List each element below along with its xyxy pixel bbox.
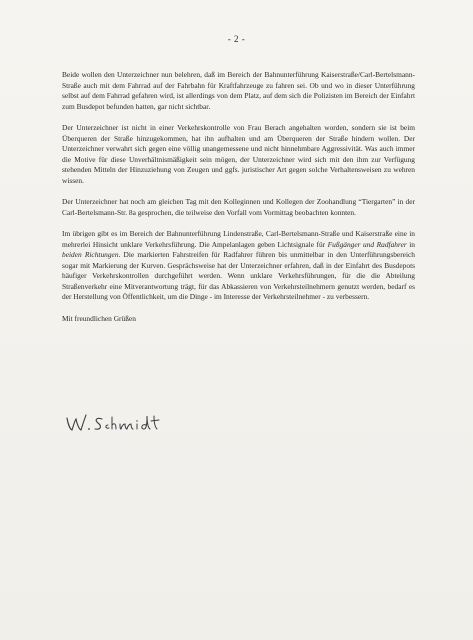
paragraph-3: Der Unterzeichner hat noch am gleichen Tag mit den Kolleginnen und Kollegen der Zoohandlung “Tiergarten” in der Carl-Bertelsmann-Str. 8a gesprochen, die teilweise den Vorfall vom Vormittag beobachten konnten. [62, 197, 415, 217]
paragraph-4 [62, 229, 415, 303]
paragraph-4-emphasis-2: beiden Richtungen [62, 250, 119, 260]
handwritten-signature [64, 410, 174, 436]
paragraph-4-part-2: in [406, 239, 415, 249]
paragraph-4-part-3: . Die markierten Fahrstreifen für Radfahrer führen bis unmittelbar in den Unterführungsbereich sogar mit Markierung der Kurven. Gesprächsweise hat der Unterzeichner erfahren, daß in der Einfahrt des Busdepots häufiger Verkehrskontrollen durchgeführt werden. Wenn unklare Verkehrsführungen, für die die Abteilung Straßenverkehr eine Mitverantwortung trägt, für das Abkassieren von Verkehrsteilnehmern genutzt werden, bedarf es der Herstellung von Öffentlichkeit, um die Dinge - im Interesse der Verkehrsteilnehmer - zu verbessern. [62, 250, 415, 302]
paragraph-1: Beide wollen den Unterzeichner nun belehren, daß im Bereich der Bahnunterführung Kaiserstraße/Carl-Bertelsmann-Straße auch mit dem Fahrrad auf der Fahrbahn für Kraftfahrzeuge zu fahren sei. Ob und wo in dieser Unterführung selbst auf dem Fahrrad gefahren wird, ist allerdings von dem Platz, auf dem sich die Polizisten im Bereich der Einfahrt zum Busdepot befunden hatten, gar nicht sichtbar. [62, 70, 415, 111]
paragraph-4-part-1: Im übrigen gibt es im Bereich der Bahnunterführung Lindenstraße, Carl-Bertelsmann-Straße und Kaiserstraße eine in mehrerlei Hinsicht unklare Verkehrsführung. Die Ampelanlagen geben Lichtsignale für [62, 228, 415, 249]
closing-salutation: Mit freundlichen Grüßen [62, 313, 136, 323]
letter-body [62, 70, 415, 324]
paragraph-2: Der Unterzeichner ist nicht in einer Verkehrskontrolle von Frau Berach angehalten worden, sondern sie ist beim Überqueren der Straße hinzugekommen, hat ihn aufhalten und am Überqueren der Straße hindern wollen. Der Unterzeichner verwahrt sich gegen eine völlig unangemessene und nicht hinnehmbare Aggressivität. Was auch immer die Motive für diese Unverhältnismäßigkeit sein mögen, der Unterzeichner wird sich mit den ihm zur Verfügung stehenden Mitteln der Hinzuziehung von Zeugen und ggfs. juristischer Art gegen solche Verhaltensweisen zu wehren wissen. [62, 122, 415, 185]
paragraph-4-emphasis-1: Fußgänger und Radfahrer [327, 239, 407, 249]
page-number: - 2 - [227, 34, 246, 44]
